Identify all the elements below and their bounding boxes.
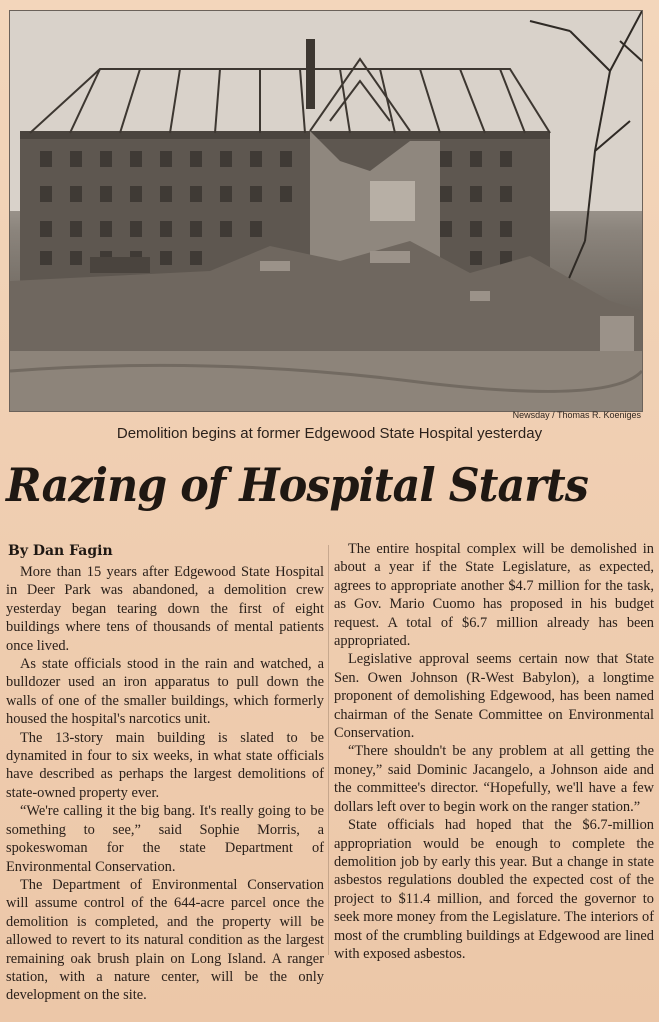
article-column-left (6, 563, 324, 1005)
news-photo (9, 10, 643, 412)
paragraph: State officials had hoped that the $6.7-million appropriation would be enough to complete the demolition job by early this year. But a change in state asbestos regulations doubled the expected cost of the project to $11.4 million, and forced the governor to seek more money from the Legislature. The interiors of most of the crumbling buildings at Edgewood are lined with exposed asbestos. (334, 817, 654, 962)
paragraph: The 13-story main building is slated to be dynamited in four to six weeks, in what state officials have described as perhaps the largest demolitions of state-owned property ever. (6, 729, 324, 801)
byline: By Dan Fagin (8, 543, 113, 559)
paragraph: The Department of Environmental Conservation will assume control of the 644-acre parcel once the demolition is completed, and the property will be allowed to revert to its natural condition as the largest remaining oak brush plain on Long Island. A ranger station, with a nature center, will be the only development on the site. (6, 876, 324, 1004)
demolition-photo-illustration (10, 11, 642, 411)
photo-caption: Demolition begins at former Edgewood State Hospital yesterday (116, 425, 543, 442)
paragraph: More than 15 years after Edgewood State Hospital in Deer Park was abandoned, a demolition crew yesterday began tearing down the first of eight buildings where tens of thousands of mental patients once lived. (6, 564, 324, 654)
paragraph: “There shouldn't be any problem at all getting the money,” said Dominic Jacangelo, a Johnson aide and the committee's director. “Hopefully, we'll have a few dollars left over to begin work on the ranger station.” (334, 743, 654, 815)
column-divider (328, 545, 329, 955)
paragraph: The entire hospital complex will be demolished in about a year if the State Legislature, as expected, agrees to appropriate another $4.7 million for the task, as Gov. Mario Cuomo has proposed in his budget request. A total of $6.7 million already has been appropriated. (334, 541, 654, 650)
paragraph: As state officials stood in the rain and watched, a bulldozer used an iron apparatus to pull down the walls of one of the smaller buildings, which formerly housed the hospital's narcotics unit. (6, 656, 324, 728)
paragraph: Legislative approval seems certain now that State Sen. Owen Johnson (R-West Babylon), a longtime proponent of demolishing Edgewood, has been named chairman of the Senate Committee on Environmental Conservation. (334, 651, 654, 742)
paragraph: “We're calling it the big bang. It's really going to be something to see,” said Sophie Morris, a spokeswoman for the state Department of Environmental Conservation. (6, 803, 324, 875)
article-column-right (334, 540, 654, 963)
photo-credit: Newsday / Thomas R. Koeniges (512, 410, 641, 420)
headline: Razing of Hospital Starts (6, 458, 588, 512)
